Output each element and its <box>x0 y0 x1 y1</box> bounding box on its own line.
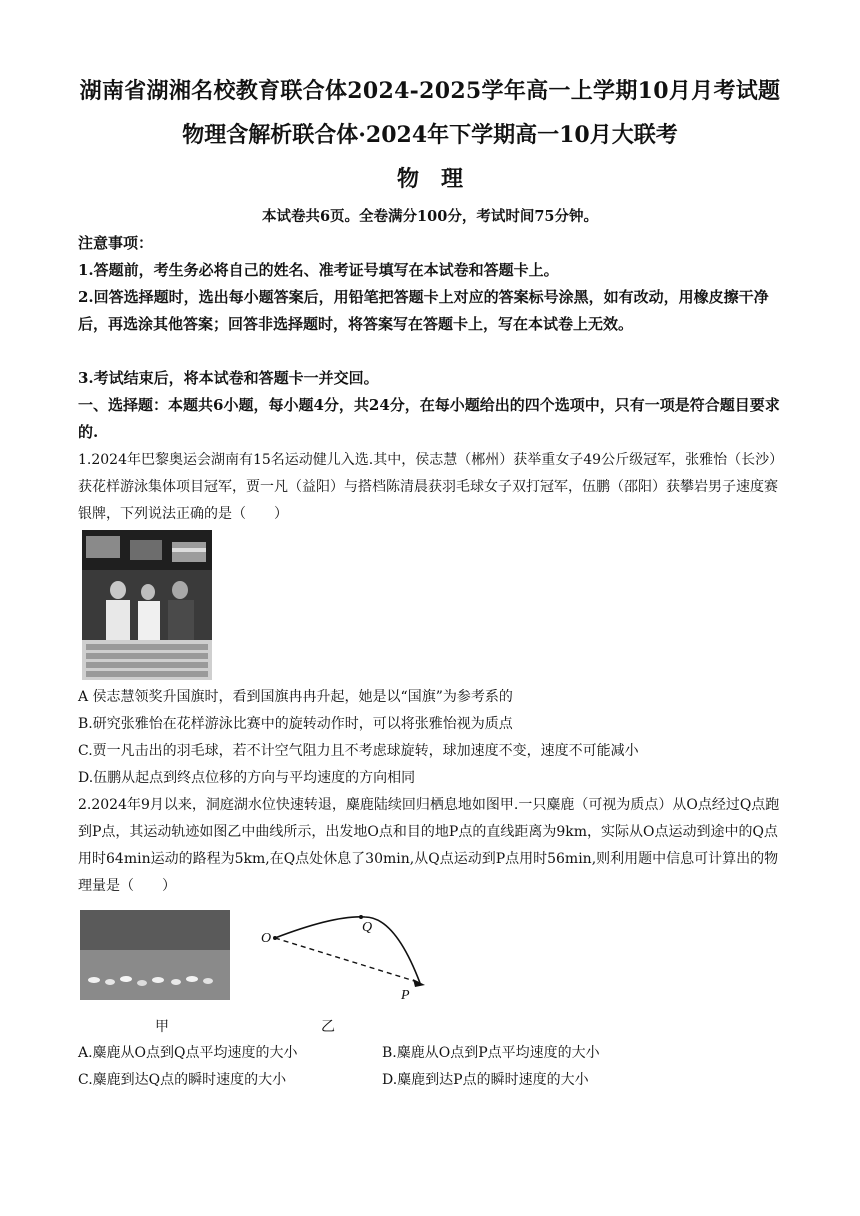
notice-heading: 注意事项： <box>78 234 154 252</box>
q1-option-b: B.研究张雅怡在花样游泳比赛中的旋转动作时，可以将张雅怡视为质点 <box>78 716 513 732</box>
notice-item-2: 2.回答选择题时，选出每小题答案后，用铅笔把答题卡上对应的答案标号涂黑，如有改动，用橡皮擦干净后，再选涂其他答案；回答非选择题时，将答案写在答题卡上，写在本试卷上无效。 <box>78 288 769 333</box>
q2-option-c: C.麋鹿到达Q点的瞬时速度的大小 <box>78 1072 287 1088</box>
trajectory-diagram <box>255 905 440 1005</box>
exam-subtitle: 物理含解析联合体·2024年下学期高一10月大联考 <box>182 122 678 148</box>
elk-photo <box>80 910 230 1000</box>
q2-option-b: B.麋鹿从O点到P点平均速度的大小 <box>382 1045 600 1061</box>
question-2-stem: 2.2024年9月以来，洞庭湖水位快速转退，麋鹿陆续回归栖息地如图甲.一只麋鹿（可视为质点）从O点经过Q点跑到P点，其运动轨迹如图乙中曲线所示，出发地O点和目的地P点的直线距离为9km，实际从O点运动到途中的Q点用时64min运动的路程为5km,在Q点处休息了30min,从Q点运动到P点用时56min,则利用题中信息可计算出的物理量是（ ） <box>78 797 780 894</box>
q2-option-a: A.麋鹿从O点到Q点平均速度的大小 <box>78 1045 298 1061</box>
notice-item-3: 3.考试结束后，将本试卷和答题卡一并交回。 <box>78 369 379 387</box>
subject-title: 物理 <box>396 166 485 192</box>
point-o-label: O <box>261 931 272 946</box>
award-ceremony-photo <box>82 530 212 680</box>
q2-option-d: D.麋鹿到达P点的瞬时速度的大小 <box>382 1072 589 1088</box>
point-p-label: P <box>401 988 410 1003</box>
figure-yi-caption: 乙 <box>321 1019 335 1035</box>
q1-option-d: D.伍鹏从起点到终点位移的方向与平均速度的方向相同 <box>78 770 416 786</box>
section-1-heading: 一、选择题：本题共6小题，每小题4分，共24分，在每小题给出的四个选项中，只有一项是符合题目要求的. <box>78 396 780 441</box>
notice-item-1: 1.答题前，考生务必将自己的姓名、准考证号填写在本试卷和答题卡上。 <box>78 261 559 279</box>
question-1-stem: 1.2024年巴黎奥运会湖南有15名运动健儿入选.其中，侯志慧（郴州）获举重女子49公斤级冠军，张雅怡（长沙）获花样游泳集体项目冠军，贾一凡（益阳）与搭档陈清晨获羽毛球女子双打冠军，伍鹏（邵阳）获攀岩男子速度赛银牌，下列说法正确的是（ ） <box>78 452 784 522</box>
q1-option-c: C.贾一凡击出的羽毛球，若不计空气阻力且不考虑球旋转，球加速度不变，速度不可能减小 <box>78 743 639 759</box>
figure-jia-caption: 甲 <box>155 1019 169 1035</box>
q1-option-a: A 侯志慧领奖升国旗时，看到国旗冉冉升起，她是以“国旗”为参考系的 <box>78 689 513 705</box>
point-q-label: Q <box>362 920 373 935</box>
exam-info: 本试卷共6页。全卷满分100分，考试时间75分钟。 <box>261 208 599 225</box>
exam-title: 湖南省湖湘名校教育联合体2024-2025学年高一上学期10月月考试题 <box>79 78 781 104</box>
